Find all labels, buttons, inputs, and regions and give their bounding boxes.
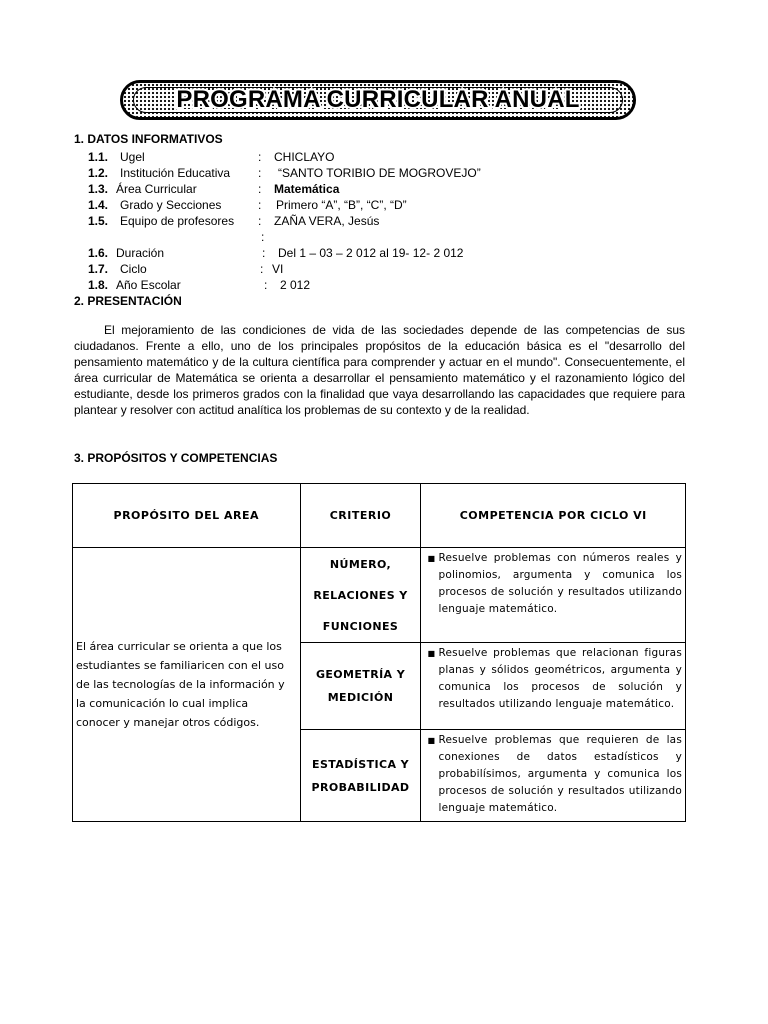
section-3-heading: 3. PROPÓSITOS Y COMPETENCIAS (74, 451, 278, 465)
info-colon: : (260, 262, 264, 276)
info-num: 1.8. (88, 278, 109, 292)
criterion-cell (300, 643, 421, 730)
info-value: Matemática (274, 182, 340, 196)
table-row (73, 548, 686, 643)
purpose-cell: El área curricular se orienta a que los estudiantes se familiaricen con el uso de las tecnologías de la información y la comunicación lo cual implica conocer y manejar otros códigos. (73, 548, 301, 822)
criterion-line: RELACIONES Y (313, 588, 408, 602)
info-num: 1.4. (88, 198, 109, 212)
info-colon: : (258, 182, 262, 196)
info-num: 1.2. (88, 166, 109, 180)
competence-item (427, 550, 682, 618)
info-value: 2 012 (280, 278, 311, 292)
section-1-heading: 1. DATOS INFORMATIVOS (74, 132, 223, 146)
info-value: “SANTO TORIBIO DE MOGROVEJO” (278, 166, 481, 180)
criterion-line: FUNCIONES (322, 619, 399, 633)
info-label: Duración (116, 246, 165, 260)
competence-text: Resuelve problemas que relacionan figuras planas y sólidos geométricos, argumenta y comunica los procesos de solución y resultados utilizando lenguaje matemático. (438, 647, 682, 710)
square-bullet-icon: ■ (427, 649, 436, 658)
table-header-row (73, 484, 686, 548)
header-criterio: CRITERIO (300, 484, 421, 548)
info-num: 1.5. (88, 214, 109, 228)
criterion-line: PROBABILIDAD (311, 780, 410, 794)
competence-cell (421, 643, 686, 730)
info-value: Primero “A”, “B”, “C”, “D” (276, 198, 407, 212)
header-proposito: PROPÓSITO DEL AREA (73, 484, 301, 548)
info-value: VI (272, 262, 284, 276)
criterion-cell (300, 730, 421, 822)
competence-text: Resuelve problemas con números reales y polinomios, argumenta y comunica los procesos de solución y resultados utilizando lenguaje matemático. (438, 552, 682, 615)
title-banner (120, 80, 636, 120)
info-label: Grado y Secciones (120, 198, 222, 212)
info-colon: : (261, 230, 265, 244)
square-bullet-icon: ■ (427, 554, 436, 563)
criterion-line: GEOMETRÍA Y (315, 668, 406, 681)
info-label: Institución Educativa (120, 166, 231, 180)
info-num: 1.3. (88, 182, 109, 196)
info-label: Año Escolar (116, 278, 181, 292)
info-label: Ugel (120, 150, 145, 164)
info-value: ZAÑA VERA, Jesús (274, 214, 380, 228)
presentation-paragraph: El mejoramiento de las condiciones de vida de las sociedades depende de las competencias de sus ciudadanos. Frente a ello, uno de los principales propósitos de la educación básica es el "desarrollo del pensamiento matemático y de la cultura científica para comprender y actuar en el mundo". Consecuentemente, el área curricular de Matemática se orienta a desarrollar el pensamiento matemático y el razonamiento lógico del estudiante, desde los primeros grados con la finalidad que vaya desarrollando las capacidades que requiere para plantear y resolver con actitud analítica los problemas de su contexto y de la realidad. (74, 323, 685, 417)
criterion-line: MEDICIÓN (327, 691, 394, 704)
info-num: 1.7. (88, 262, 109, 276)
competence-cell (421, 548, 686, 643)
info-colon: : (258, 214, 262, 228)
page-title: PROGRAMA CURRICULAR ANUAL (176, 86, 580, 113)
criterion-line: NÚMERO, (329, 557, 392, 571)
criterion-line: ESTADÍSTICA Y (312, 757, 409, 771)
competence-cell (421, 730, 686, 822)
header-competencia: COMPETENCIA POR CICLO VI (421, 484, 686, 548)
competence-item (427, 645, 682, 713)
info-colon: : (258, 150, 262, 164)
competencies-table (72, 483, 686, 822)
info-colon: : (264, 278, 268, 292)
info-label: Equipo de profesores (120, 214, 235, 228)
competence-text: Resuelve problemas que requieren de las conexiones de datos estadísticos y probabilísimos, argumenta y comunica los procesos de solución y resultados utilizando lenguaje matemático. (438, 734, 682, 814)
info-colon: : (258, 166, 262, 180)
info-num: 1.1. (88, 150, 109, 164)
criterion-cell (300, 548, 421, 643)
square-bullet-icon: ■ (427, 736, 436, 745)
info-colon: : (262, 246, 266, 260)
info-colon: : (258, 198, 262, 212)
section-2-heading: 2. PRESENTACIÓN (74, 294, 182, 308)
info-value: CHICLAYO (274, 150, 335, 164)
info-num: 1.6. (88, 246, 109, 260)
info-label: Área Curricular (116, 182, 197, 196)
info-label: Ciclo (120, 262, 147, 276)
info-value: Del 1 – 03 – 2 012 al 19- 12- 2 012 (278, 246, 464, 260)
competence-item (427, 732, 682, 817)
